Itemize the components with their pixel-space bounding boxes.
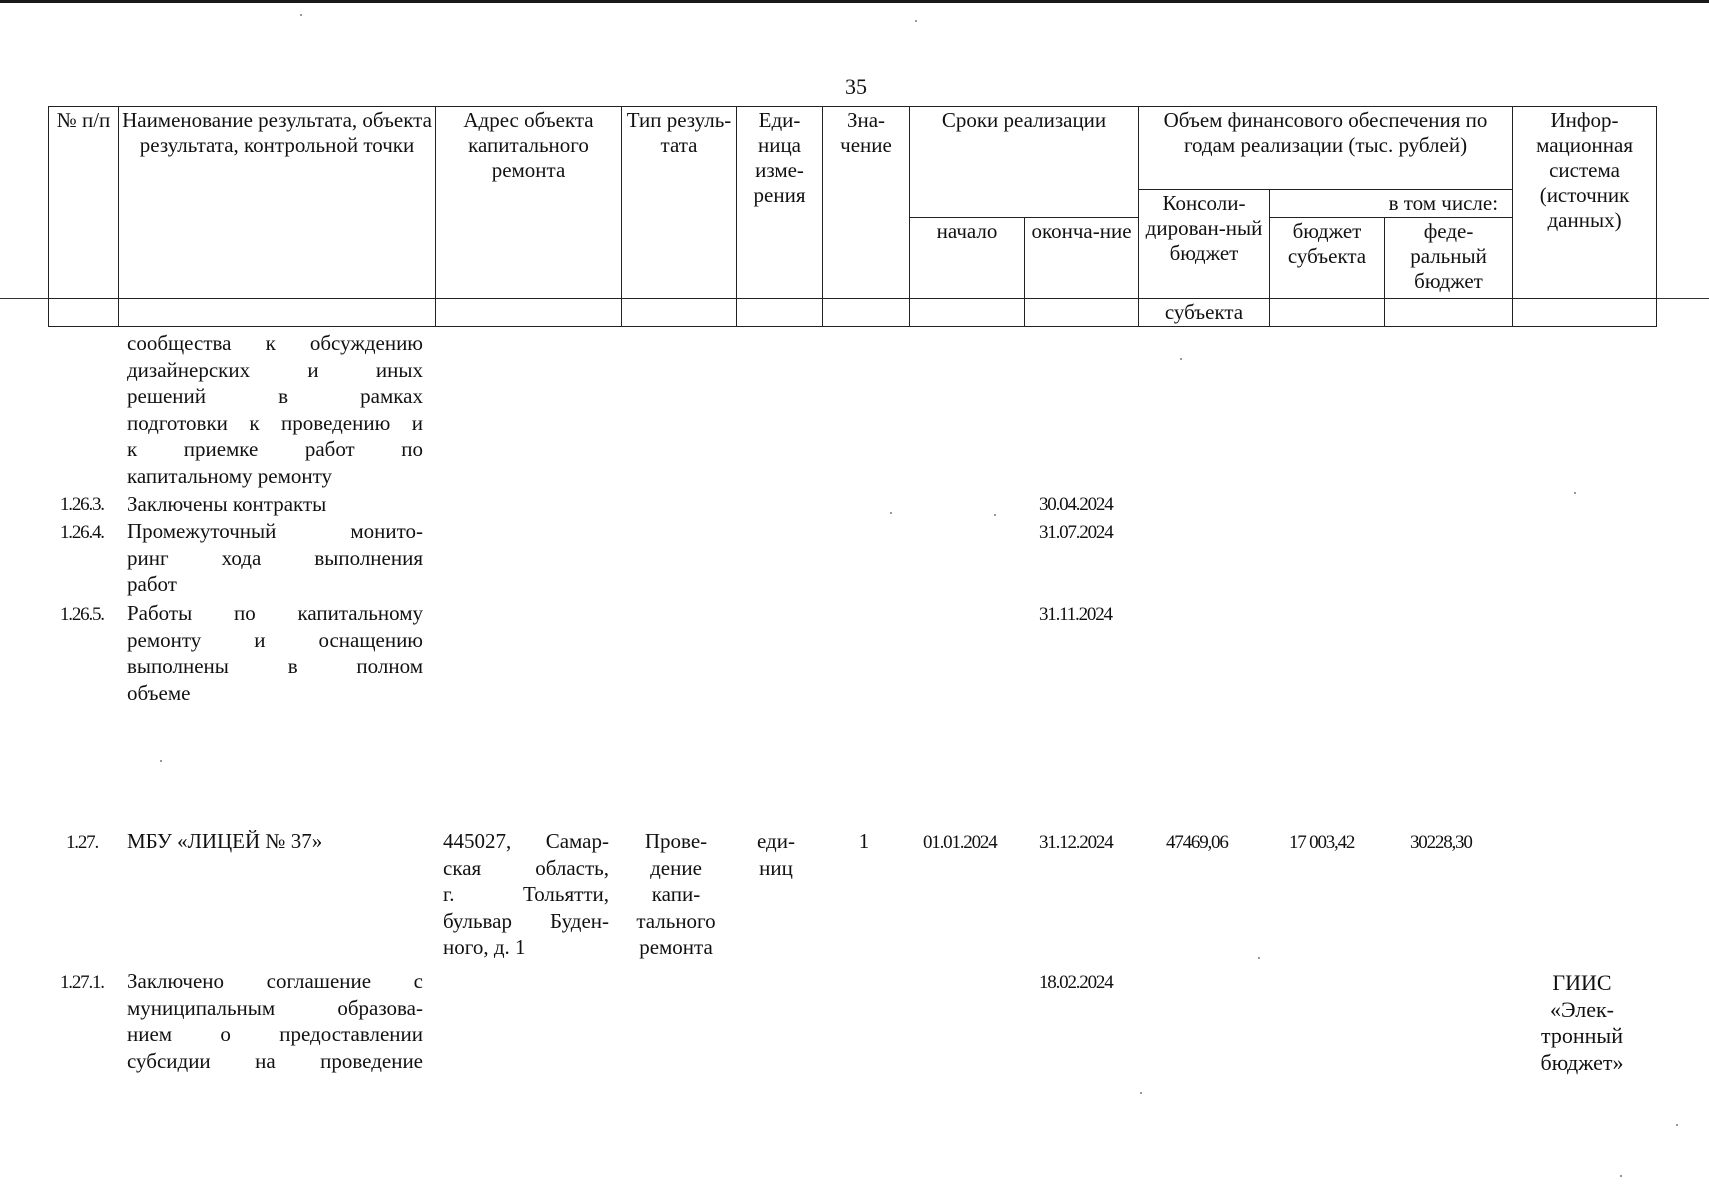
scan-speck bbox=[160, 760, 162, 762]
header-end: оконча-ние bbox=[1025, 218, 1139, 299]
row-num-1-26-5: 1.26.5. bbox=[60, 604, 104, 625]
row-subject-budget-1-27: 17 003,42 bbox=[1289, 832, 1355, 853]
header-start: начало bbox=[910, 218, 1025, 299]
row-end-1-26-5: 31.11.2024 bbox=[1039, 604, 1112, 625]
row-name-1-27: МБУ «ЛИЦЕЙ № 37» bbox=[127, 829, 323, 853]
row-address-1-27: 445027, Самар- ская область, г. Тольятти, бульвар Буден- ного, д. 1 bbox=[443, 829, 609, 959]
header-type: Тип резуль-тата bbox=[622, 107, 737, 299]
header-consolidated: Консоли-дирован-ный бюджет bbox=[1139, 190, 1270, 299]
header-blank bbox=[910, 299, 1025, 327]
header-info-system: Инфор-мационная система (источник данных) bbox=[1513, 107, 1657, 299]
header-num: № п/п bbox=[49, 107, 119, 299]
header-unit: Еди-ница изме-рения bbox=[737, 107, 823, 299]
header-blank bbox=[737, 299, 823, 327]
row-type-1-27: Прове- дение капи- тального ремонта bbox=[636, 829, 716, 959]
header-blank bbox=[436, 299, 622, 327]
header-blank bbox=[1513, 299, 1657, 327]
header-terms: Сроки реализации bbox=[910, 107, 1139, 218]
header-blank bbox=[1025, 299, 1139, 327]
header-blank bbox=[49, 299, 119, 327]
header-blank bbox=[119, 299, 436, 327]
header-value: Зна-чение bbox=[823, 107, 910, 299]
header-address: Адрес объекта капитального ремонта bbox=[436, 107, 622, 299]
row-unit-1-27: еди- ниц bbox=[757, 829, 795, 880]
header-blank bbox=[1270, 299, 1385, 327]
scan-speck bbox=[1140, 1092, 1142, 1094]
header-federal-budget: феде-ральный бюджет bbox=[1385, 218, 1513, 299]
row-end-1-26-3: 30.04.2024 bbox=[1039, 494, 1113, 515]
row-num-1-26-4: 1.26.4. bbox=[60, 522, 104, 543]
row-name-1-26-4: Промежуточный монито- ринг хода выполнения работ bbox=[127, 519, 423, 596]
scan-speck bbox=[1620, 1175, 1622, 1177]
row-info-system-1-27-1: ГИИС «Элек- тронный бюджет» bbox=[1540, 970, 1624, 1075]
header-name: Наименование результата, объекта результата, контрольной точки bbox=[119, 107, 436, 299]
scan-speck bbox=[890, 512, 892, 514]
header-blank bbox=[622, 299, 737, 327]
scan-speck bbox=[300, 14, 302, 16]
top-border bbox=[0, 0, 1709, 3]
scan-speck bbox=[1180, 358, 1182, 360]
header-including: в том числе: bbox=[1270, 190, 1513, 218]
header-consolidated-tail: субъекта bbox=[1139, 299, 1270, 327]
row-start-1-27: 01.01.2024 bbox=[923, 832, 997, 853]
header-finance: Объем финансового обеспечения по годам реализации (тыс. рублей) bbox=[1139, 107, 1513, 190]
scan-speck bbox=[915, 20, 917, 22]
left-fold-line bbox=[0, 298, 48, 299]
row-num-1-26-3: 1.26.3. bbox=[60, 494, 104, 515]
row-end-1-27-1: 18.02.2024 bbox=[1039, 972, 1113, 993]
row-federal-budget-1-27: 30228,30 bbox=[1410, 832, 1472, 853]
row-num-1-27-1: 1.27.1. bbox=[60, 972, 104, 993]
scan-speck bbox=[1676, 1124, 1678, 1126]
scan-speck bbox=[1574, 492, 1576, 494]
header-blank bbox=[1385, 299, 1513, 327]
row-end-1-27: 31.12.2024 bbox=[1039, 832, 1113, 853]
row-value-1-27: 1 bbox=[858, 829, 870, 853]
row-continuation-name: сообщества к обсуждению дизайнерских и иных решений в рамках подготовки к проведению и к приемке работ по капитальному ремонту bbox=[127, 331, 423, 488]
row-name-1-26-3: Заключены контракты bbox=[127, 492, 327, 516]
header-blank bbox=[823, 299, 910, 327]
row-name-1-26-5: Работы по капитальному ремонту и оснащению выполнены в полном объеме bbox=[127, 601, 423, 705]
row-num-1-27: 1.27. bbox=[66, 832, 99, 853]
right-fold-line bbox=[1656, 298, 1709, 299]
page-number: 35 bbox=[845, 74, 867, 99]
row-name-1-27-1: Заключено соглашение с муниципальным образова- нием о предоставлении субсидии на проведение bbox=[127, 969, 423, 1073]
row-end-1-26-4: 31.07.2024 bbox=[1039, 522, 1113, 543]
header-subject-budget: бюджет субъекта bbox=[1270, 218, 1385, 299]
table-header bbox=[48, 106, 1657, 327]
row-consolidated-1-27: 47469,06 bbox=[1166, 832, 1228, 853]
scan-speck bbox=[1258, 957, 1260, 959]
scan-speck bbox=[994, 514, 996, 516]
